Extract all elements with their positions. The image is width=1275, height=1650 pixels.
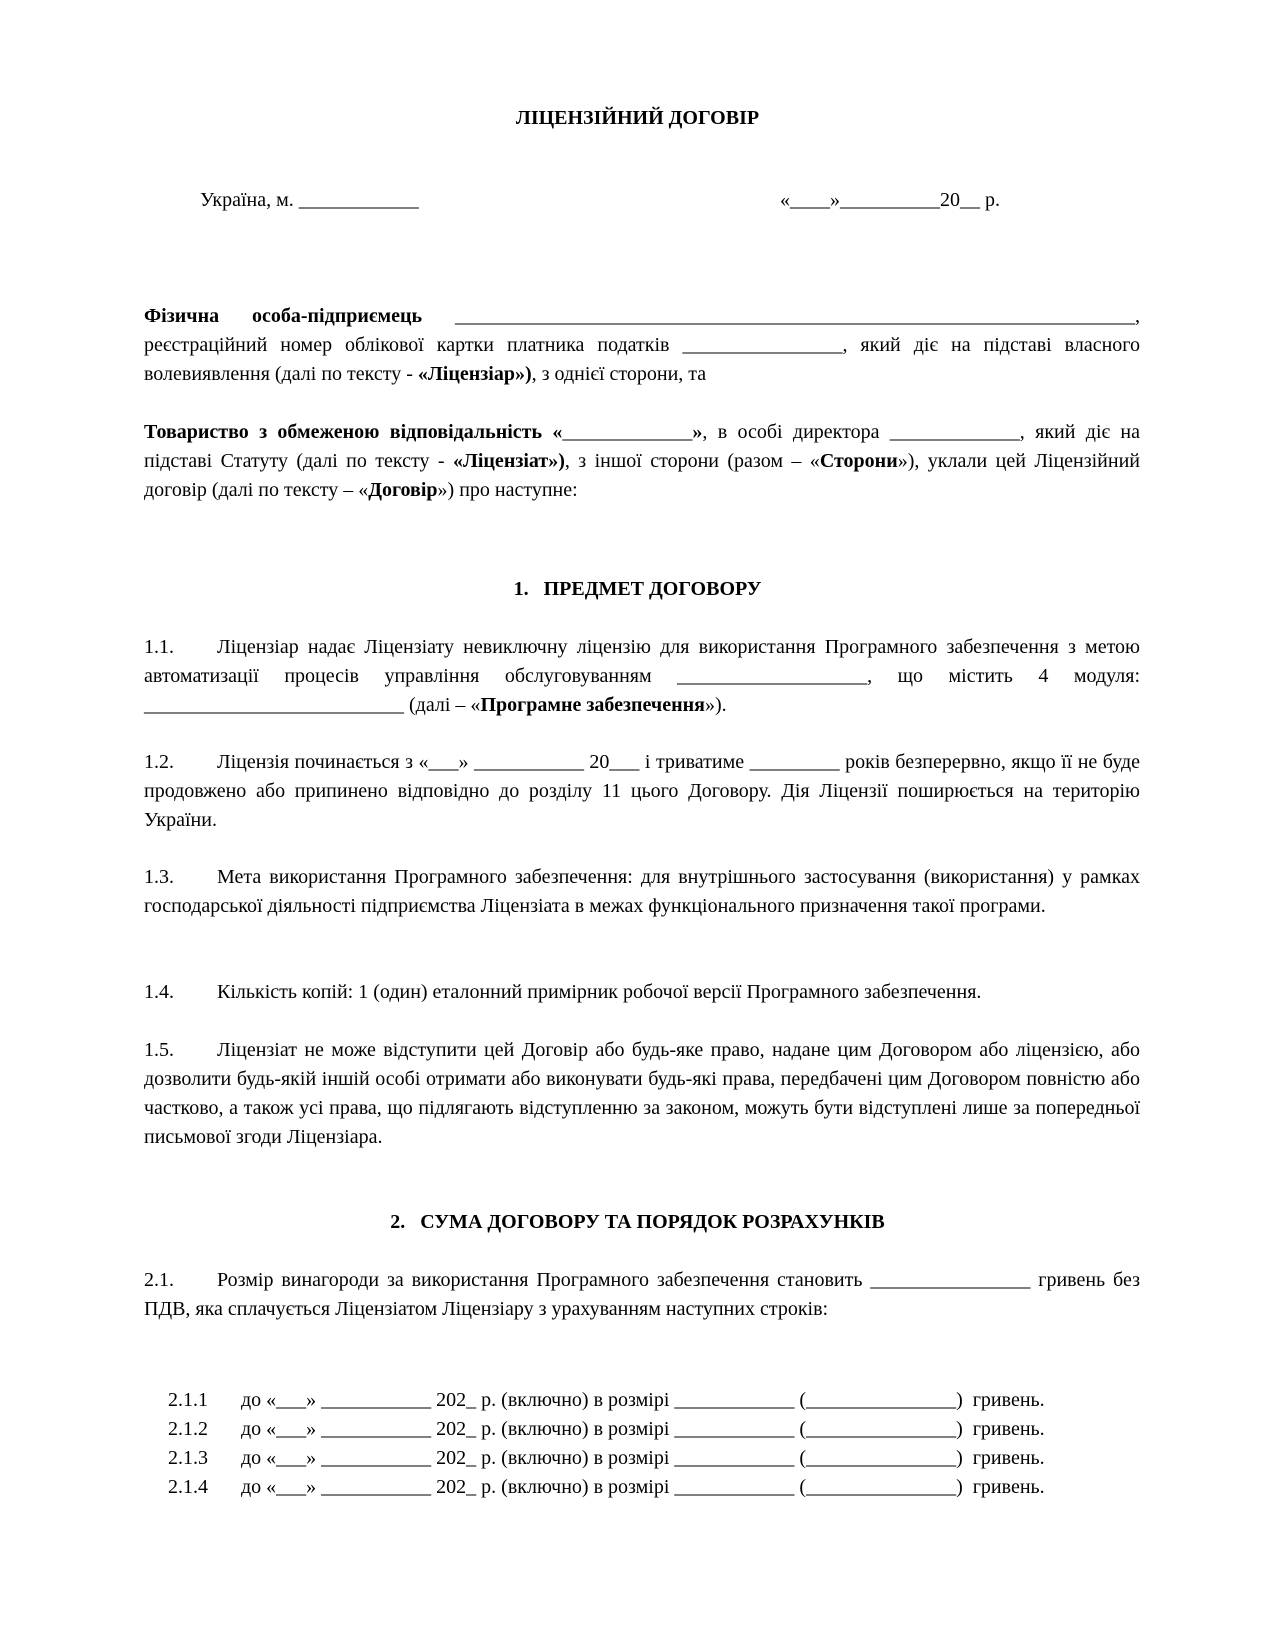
party1-text: ____________________________________________________________________, реєстраційний номер облікової картки платника податків ________________, який діє на підставі власного волевиявлення (далі по тексту -: [144, 305, 1140, 385]
clause-number: 1.4.: [144, 981, 174, 1003]
payment-row-4: [148, 1444, 1148, 1531]
payment-number: 2.1.4: [168, 1476, 208, 1498]
clause-number: 1.3.: [144, 866, 174, 888]
clause-text: Ліцензіат не може відступити цей Договір або будь-яке право, надане цим Договором або ліцензією, або дозволити будь-якій іншій особі отримати або виконувати будь-які права, передбачені цим Договором повністю або частково, а також усі права, що підлягають відступленню за законом, можуть бути відступлені лише за попередньої письмової згоди Ліцензіара.: [144, 1039, 1140, 1148]
clause-text: Розмір винагороди за використання Програмного забезпечення становить ________________ гривень без ПДВ, яка сплачується Ліцензіатом Ліцензіару з урахуванням наступних строків:: [144, 1269, 1140, 1320]
party2-text3: »), уклали цей Ліцензійний договір (далі по тексту – «: [144, 450, 1140, 501]
party2-text2: , з іншої сторони (разом – «: [564, 450, 820, 472]
clause-number: 1.2.: [144, 751, 174, 773]
clause-2-1: [144, 1266, 1140, 1324]
clause-1-1: [144, 633, 1140, 720]
payment-text: до «___» ___________ 202_ р. (включно) в розмірі ____________ (_______________) гривень.: [241, 1447, 1045, 1469]
party2-paragraph: [144, 418, 1140, 505]
clause-text: Ліцензіар надає Ліцензіату невиключну ліцензію для використання Програмного забезпечення з метою автоматизації процесів управління обслуговуванням ___________________, що містить 4 модуля: __________________________ (далі – «: [144, 636, 1140, 716]
clause-tail: »).: [704, 694, 727, 716]
clause-number: 1.5.: [144, 1039, 174, 1061]
section1-heading: 1. ПРЕДМЕТ ДОГОВОРУ: [513, 578, 762, 600]
date-line: «____»__________20__ р.: [780, 189, 1000, 211]
party2-text1: , в особі директора _____________, який діє на підставі Статуту (далі по тексту -: [144, 421, 1140, 472]
payment-text: до «___» ___________ 202_ р. (включно) в розмірі ____________ (_______________) гривень.: [241, 1418, 1045, 1440]
payment-number: 2.1.3: [168, 1447, 208, 1469]
party1-tail: , з однієї сторони, та: [531, 363, 707, 385]
payment-number: 2.1.1: [168, 1389, 208, 1411]
clause-text: Ліцензія починається з «___» ___________ 20___ і триватиме _________ років безперервно, якщо її не буде продовжено або припинено відповідно до розділу 11 цього Договору. Дія Ліцензії поширюється на територію України.: [144, 751, 1140, 831]
document-title: ЛІЦЕНЗІЙНИЙ ДОГОВІР: [515, 107, 760, 129]
clause-1-3: [144, 863, 1140, 921]
clause-text: Мета використання Програмного забезпечення: для внутрішнього застосування (використання) у рамках господарської діяльності підприємства Ліцензіата в межах функціонального призначення такої програми.: [144, 866, 1140, 917]
party2-blank: _____________: [562, 421, 693, 443]
clause-1-5: [144, 1036, 1140, 1152]
clause-number: 1.1.: [144, 636, 174, 658]
payment-text: до «___» ___________ 202_ р. (включно) в розмірі ____________ (_______________) гривень.: [241, 1476, 1045, 1498]
payment-number: 2.1.2: [168, 1418, 208, 1440]
party1-term: «Ліцензіар»): [417, 363, 532, 385]
section2-heading: 2. СУМА ДОГОВОРУ ТА ПОРЯДОК РОЗРАХУНКІВ: [390, 1211, 885, 1233]
clause-1-4: [144, 978, 1140, 1007]
clause-number: 2.1.: [144, 1269, 174, 1291]
clause-term: Програмне забезпечення: [480, 694, 705, 716]
payment-text: до «___» ___________ 202_ р. (включно) в розмірі ____________ (_______________) гривень.: [241, 1389, 1045, 1411]
place-line: Україна, м. ____________: [200, 189, 419, 211]
party2-term1: «Ліцензіат»): [452, 450, 565, 472]
party2-text4: ») про наступне:: [437, 479, 578, 501]
clause-1-2: [144, 748, 1140, 835]
party2-term3: Договір: [368, 479, 438, 501]
clause-text: Кількість копій: 1 (один) еталонний примірник робочої версії Програмного забезпечення.: [217, 981, 982, 1003]
party1-paragraph: [144, 302, 1140, 389]
party2-term2: Сторони: [819, 450, 898, 472]
party2-lead: Товариство з обмеженою відповідальність «: [144, 421, 563, 443]
party1-lead: Фізична особа-підприємець: [144, 305, 423, 327]
party2-close: »: [692, 421, 703, 443]
